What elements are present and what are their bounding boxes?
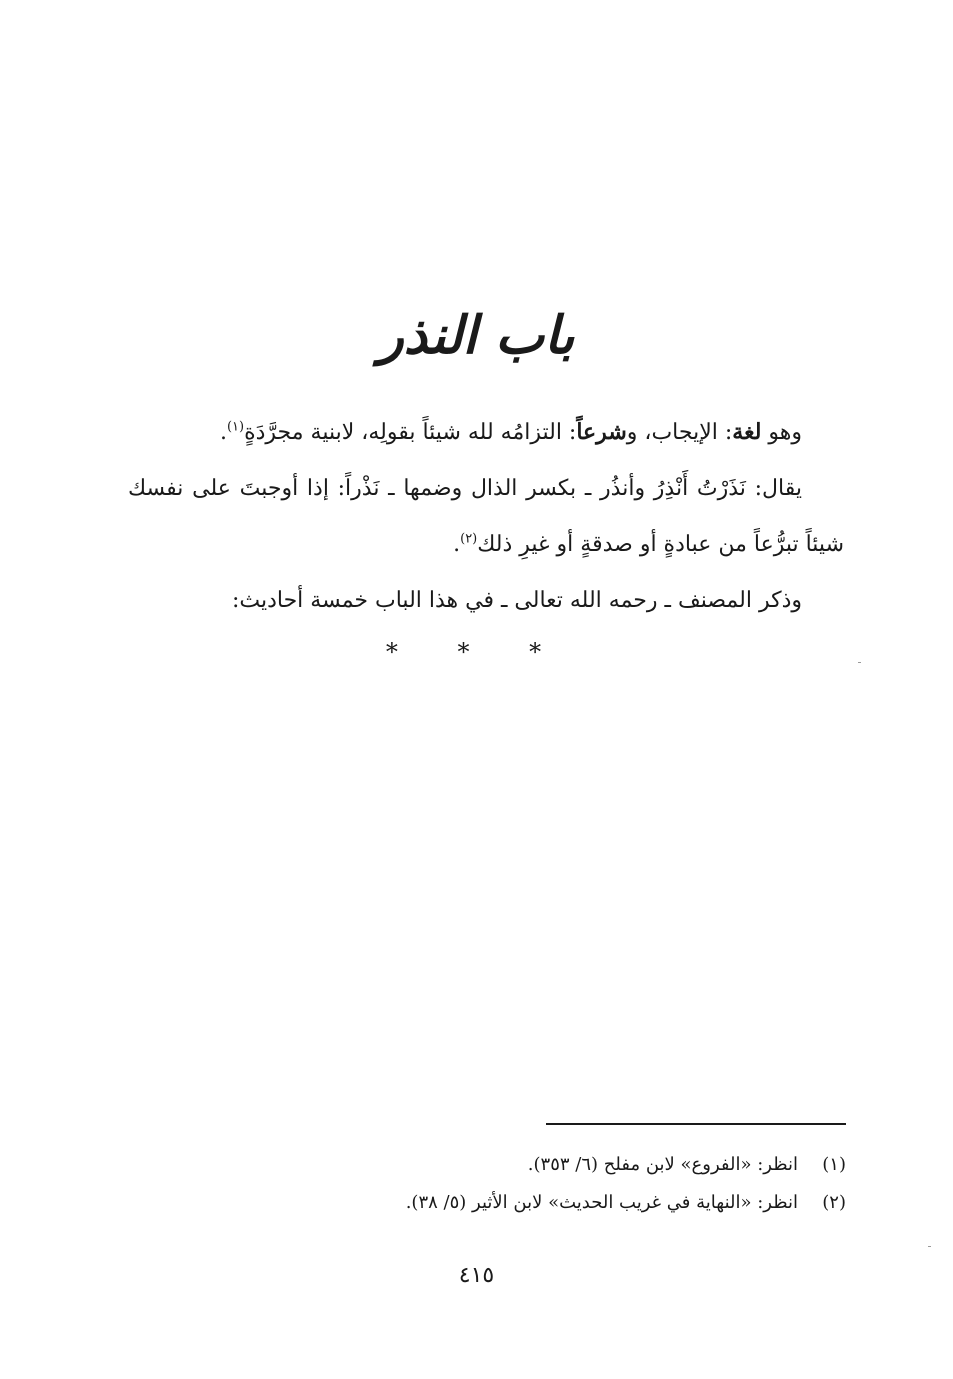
paragraph-definition-lead: وهو bbox=[761, 420, 802, 445]
paragraph-definition-mid: : الإيجاب، و bbox=[626, 420, 733, 445]
term-legal: شرعاً bbox=[576, 419, 627, 445]
footnote-2-number: (٢) bbox=[822, 1192, 846, 1213]
paragraph-hadith-count bbox=[128, 573, 844, 629]
footnotes bbox=[300, 1146, 846, 1222]
paragraph-etymology-end: . bbox=[453, 532, 461, 557]
footnote-2 bbox=[300, 1184, 846, 1222]
paragraph-etymology bbox=[128, 461, 844, 573]
footnote-divider bbox=[546, 1123, 846, 1125]
footnote-reference-2[interactable]: (٢) bbox=[460, 531, 478, 547]
footnote-1-text: انظر: «الفروع» لابن مفلح (٦/ ٣٥٣). bbox=[527, 1154, 798, 1175]
paragraph-definition-end: . bbox=[219, 420, 227, 445]
paragraph-hadith-count-text: وذكر المصنف ـ رحمه الله تعالى ـ في هذا الباب خمسة أحاديث: bbox=[231, 588, 802, 613]
footnote-reference-1[interactable]: (١) bbox=[226, 419, 245, 435]
term-linguistic: لغة bbox=[732, 419, 762, 445]
scan-speck bbox=[928, 1246, 931, 1247]
footnote-1-number: (١) bbox=[822, 1154, 846, 1175]
section-separator: * * * bbox=[385, 638, 568, 666]
footnote-2-text: انظر: «النهاية في غريب الحديث» لابن الأثير (٥/ ٣٨). bbox=[405, 1192, 798, 1213]
body-text bbox=[128, 404, 844, 629]
paragraph-definition-tail: : التزامُه لله شيئاً بقولِه، لابنية مجرَّدَةٍ bbox=[244, 420, 577, 445]
page-number: ٤١٥ bbox=[458, 1263, 495, 1288]
paragraph-definition bbox=[128, 404, 844, 461]
chapter-title: باب النذر bbox=[378, 305, 575, 366]
scan-speck bbox=[858, 662, 861, 663]
paragraph-etymology-text: يقال: نَذَرْتُ أَنْذِرُ وأنذُر ـ بكسر الذال وضمها ـ نَذْراً: إذا أوجبتَ على نفسك شيئاً تبرُّعاً من عبادةٍ أو صدقةٍ أو غيرِ ذلك bbox=[128, 476, 844, 557]
footnote-1 bbox=[300, 1146, 846, 1184]
